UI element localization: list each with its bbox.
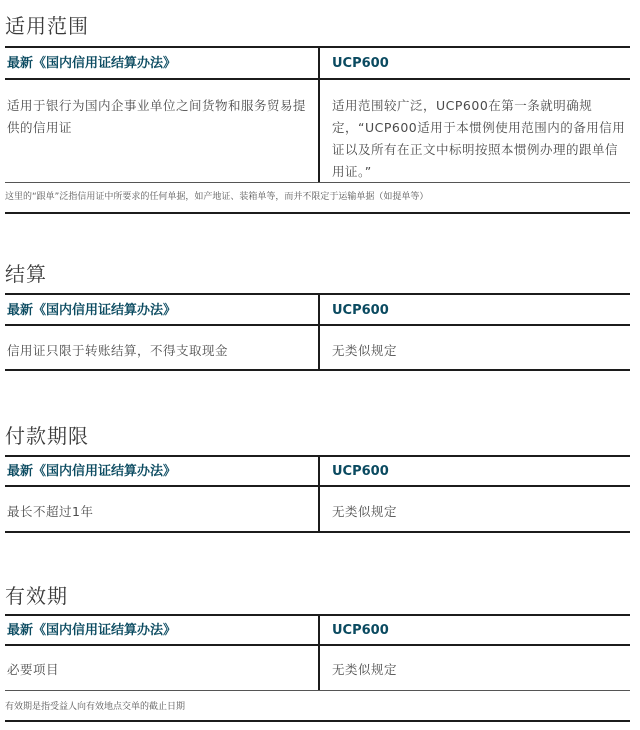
- header-left: 最新《国内信用证结算办法》: [7, 464, 177, 479]
- column-divider: [318, 293, 320, 371]
- section-title: 结算: [5, 262, 47, 286]
- header-left: 最新《国内信用证结算办法》: [7, 303, 177, 318]
- section-settlement: [5, 250, 630, 380]
- body-bottom-rule: [5, 182, 630, 183]
- header-right: UCP600: [332, 303, 389, 318]
- comparison-table: [5, 455, 630, 537]
- header-right: UCP600: [332, 623, 389, 638]
- table-bottom-rule: [5, 369, 630, 371]
- table-bottom-rule: [5, 531, 630, 533]
- section-title: 适用范围: [5, 14, 89, 38]
- header-left: 最新《国内信用证结算办法》: [7, 56, 177, 71]
- comparison-table: [5, 46, 630, 216]
- header-left: 最新《国内信用证结算办法》: [7, 623, 177, 638]
- column-divider: [318, 614, 320, 690]
- header-right: UCP600: [332, 56, 389, 71]
- body-right: 无类似规定: [332, 343, 398, 358]
- comparison-table: [5, 293, 630, 375]
- body-right: 适用范围较广泛，UCP600在第一条就明确规定，“UCP600适用于本惯例使用范围内的备用信用证以及所有在正文中标明按照本惯例办理的跟单信用证。”: [332, 98, 626, 179]
- header-right: UCP600: [332, 464, 389, 479]
- section-payment-term: [5, 412, 630, 542]
- section-title: 有效期: [5, 584, 68, 608]
- body-left: 适用于银行为国内企事业单位之间货物和服务贸易提供的信用证: [7, 98, 307, 135]
- footnote: 这里的“跟单”泛指信用证中所要求的任何单据，如产地证、装箱单等，而并不限定于运输单据（如提单等）: [5, 192, 429, 202]
- body-left: 信用证只限于转账结算，不得支取现金: [7, 343, 229, 358]
- column-divider: [318, 46, 320, 182]
- section-title: 付款期限: [5, 424, 89, 448]
- column-divider: [318, 455, 320, 533]
- section-validity: [5, 572, 630, 730]
- body-right: 无类似规定: [332, 662, 398, 677]
- table-bottom-rule: [5, 720, 630, 722]
- section-scope: [5, 0, 630, 220]
- body-left: 必要项目: [7, 662, 60, 677]
- body-right: 无类似规定: [332, 504, 398, 519]
- body-left: 最长不超过1年: [7, 504, 94, 519]
- footnote: 有效期是指受益人向有效地点交单的截止日期: [5, 702, 186, 712]
- comparison-table: [5, 614, 630, 726]
- body-bottom-rule: [5, 690, 630, 691]
- table-bottom-rule: [5, 212, 630, 214]
